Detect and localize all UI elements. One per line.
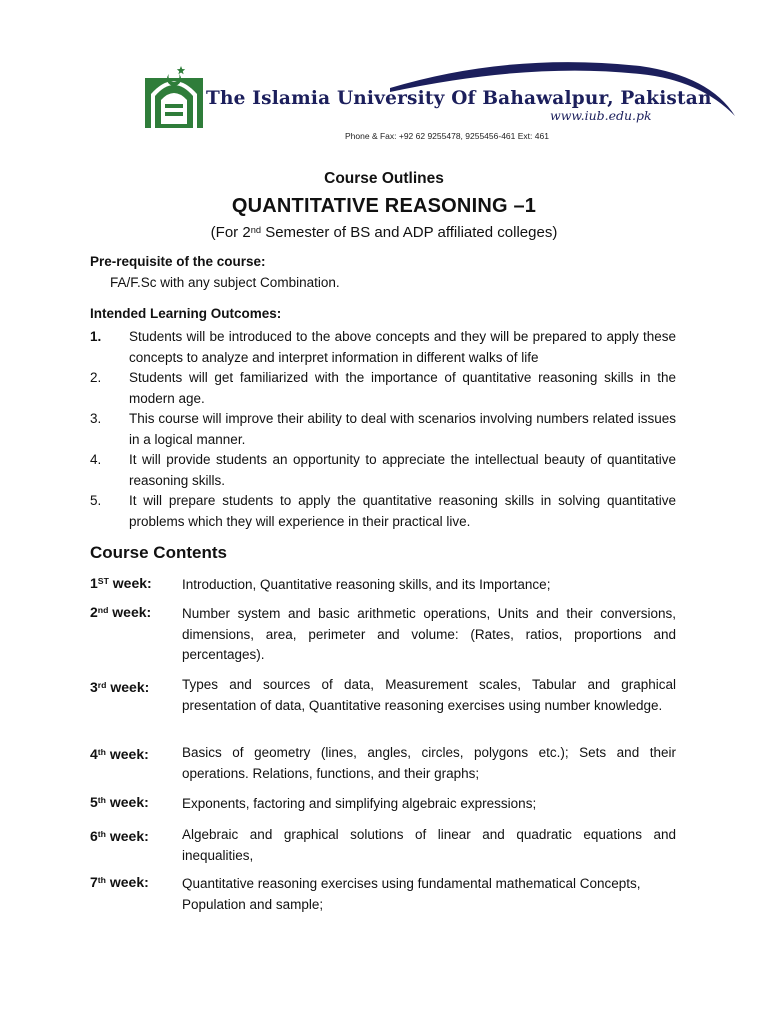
course-subtitle [0,224,768,241]
week-word: week: [105,794,149,810]
week-word: week: [105,746,149,762]
week-word: week: [106,679,150,695]
list-item-number: 4. [90,452,102,467]
subtitle-suffix: Semester of BS and ADP affiliated colleges) [261,224,558,241]
list-item-number: 3. [90,411,102,426]
week-number: 7 [90,874,98,890]
week-row [90,675,676,716]
week-row [90,874,676,915]
week-number: 6 [90,828,98,844]
week-ordinal: ST [97,576,109,587]
subtitle-prefix: (For 2 [210,224,251,241]
week-ordinal: th [97,875,106,886]
week-topics: Quantitative reasoning exercises using fundamental mathematical Concepts, Population and sample; [182,876,641,912]
week-word: week: [108,575,152,591]
letterhead [140,58,740,148]
week-row [90,743,676,784]
week-row [90,825,676,866]
week-word: week: [105,874,149,890]
contact-info: Phone & Fax: +92 62 9255478, 9255456-461 Ext: 461 [345,131,549,141]
list-item [90,491,676,532]
week-number: 1 [90,575,98,591]
week-topics: Algebraic and graphical solutions of linear and quadratic equations and inequalities, [182,827,676,863]
week-ordinal: th [97,747,106,758]
week-ordinal: th [97,829,106,840]
week-topics: Introduction, Quantitative reasoning skills, and its Importance; [182,577,551,592]
doc-type-heading: Course Outlines [324,170,444,187]
list-item-text: Students will get familiarized with the importance of quantitative reasoning skills in the modern age. [129,370,676,406]
week-row [90,794,676,815]
week-topics: Number system and basic arithmetic operations, Units and their conversions, dimensions, area, perimeter and volume: (Rates, ratios, proportions and percentages). [182,606,676,662]
outcomes-list [90,327,676,532]
list-item [90,368,676,409]
list-item [90,450,676,491]
list-item-number: 1. [90,329,102,344]
prerequisite-label: Pre-requisite of the course: [90,254,266,269]
list-item-text: It will prepare students to apply the quantitative reasoning skills in solving quantitative problems which they will experience in their practical live. [129,493,676,529]
week-number: 5 [90,794,98,810]
list-item [90,409,676,450]
list-item-text: This course will improve their ability to deal with scenarios involving numbers related issues in a logical manner. [129,411,676,447]
week-row [90,575,676,596]
subtitle-superscript: nd [250,224,262,235]
course-title: QUANTITATIVE REASONING –1 [231,195,537,217]
week-label [90,874,149,890]
week-label [90,604,151,620]
week-word: week: [108,604,152,620]
outcomes-label: Intended Learning Outcomes: [90,306,282,321]
website-link[interactable]: www.iub.edu.pk [550,108,652,123]
week-label [90,575,152,591]
list-item-text: It will provide students an opportunity to appreciate the intellectual beauty of quantitative reasoning skills. [129,452,676,488]
week-label [90,746,149,762]
university-name: The Islamia University Of Bahawalpur, Pakistan [206,88,712,109]
prerequisite-text: FA/F.Sc with any subject Combination. [110,275,340,290]
list-item-number: 5. [90,493,102,508]
list-item-number: 2. [90,370,102,385]
week-topics: Basics of geometry (lines, angles, circles, polygons etc.); Sets and their operations. Relations, functions, and their graphs; [182,745,676,781]
week-number: 4 [90,746,98,762]
list-item [90,327,676,368]
week-topics: Exponents, factoring and simplifying algebraic expressions; [182,796,537,811]
week-label [90,794,149,810]
week-topics: Types and sources of data, Measurement scales, Tabular and graphical presentation of data, Quantitative reasoning exercises using number knowledge. [182,677,676,713]
week-ordinal: nd [97,605,109,616]
list-item-text: Students will be introduced to the above concepts and they will be prepared to apply these concepts to analyze and interpret information in different walks of life [129,329,676,365]
week-ordinal: rd [97,680,107,691]
week-row [90,604,676,666]
week-ordinal: th [97,795,106,806]
course-contents-heading: Course Contents [90,543,227,562]
week-word: week: [105,828,149,844]
week-number: 2 [90,604,98,620]
week-label [90,679,149,695]
university-emblem-icon [143,64,205,130]
week-number: 3 [90,679,98,695]
week-label [90,828,149,844]
